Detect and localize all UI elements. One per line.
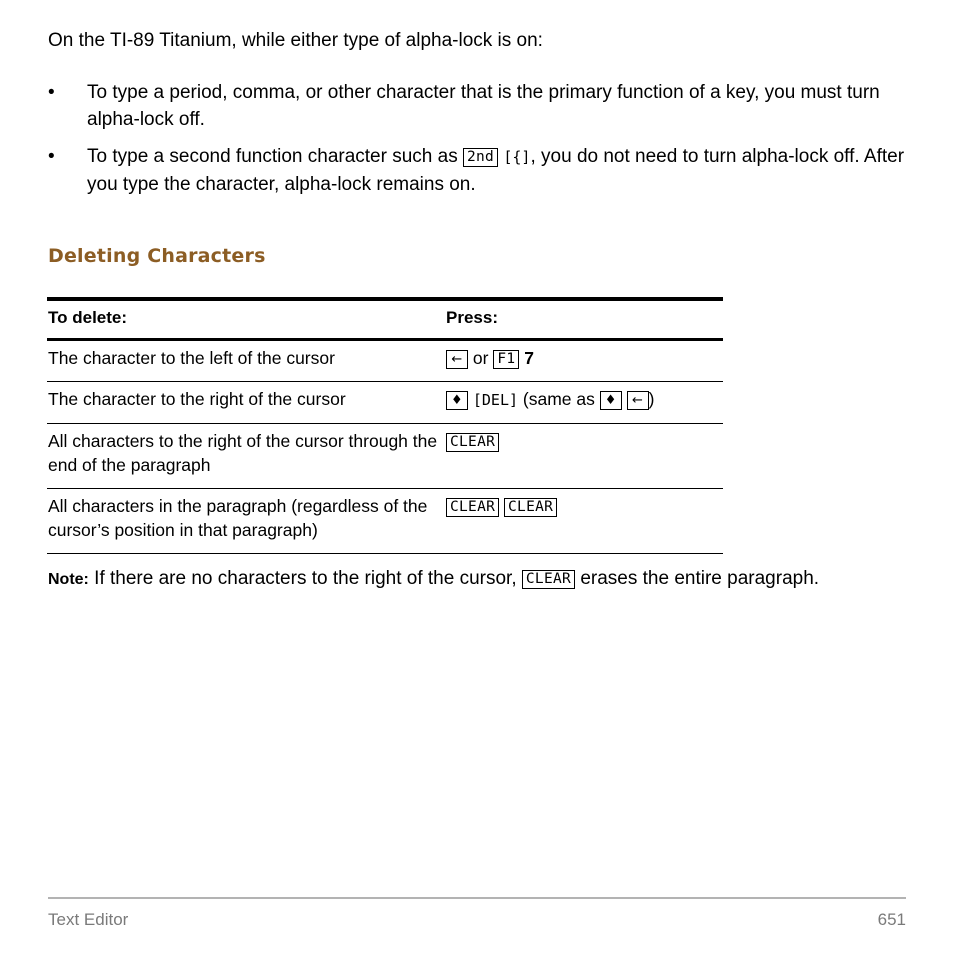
table-row [47, 340, 723, 382]
bullet-marker: • [48, 82, 55, 103]
row-keys [445, 340, 723, 382]
key-del: [DEL] [472, 391, 519, 409]
diamond-key-icon: ♦ [446, 391, 468, 410]
row-action: The character to the right of the cursor [47, 382, 445, 424]
key-clear: CLEAR [446, 498, 499, 517]
note-text-post: erases the entire paragraph. [580, 568, 820, 589]
row-action: All characters to the right of the cursor through the end of the paragraph [47, 424, 445, 489]
key-clear: CLEAR [504, 498, 557, 517]
note-text-pre: If there are no characters to the right of the cursor, [94, 568, 517, 589]
page-number: 651 [877, 910, 906, 929]
section-heading: Deleting Characters [48, 245, 266, 267]
bullet-marker: • [48, 146, 55, 167]
close-paren: ) [648, 389, 655, 409]
key-clear: CLEAR [446, 433, 499, 452]
bullet-text-pre: To type a second function character such as [87, 146, 463, 167]
table-row [47, 424, 723, 489]
row-keys [445, 489, 723, 554]
bullet-text [87, 143, 908, 198]
same-as-text: (same as [522, 389, 595, 409]
diamond-key-icon: ♦ [600, 391, 622, 410]
table-header-row [47, 299, 723, 340]
key-number: 7 [524, 348, 534, 368]
note-paragraph [48, 565, 908, 593]
key-clear: CLEAR [522, 570, 575, 589]
table-row [47, 489, 723, 554]
col-header-press: Press: [445, 299, 723, 340]
row-action: The character to the left of the cursor [47, 340, 445, 382]
note-label: Note: [48, 571, 89, 588]
backspace-key-icon: ← [446, 350, 468, 369]
key-2nd: 2nd [463, 148, 498, 167]
bullet-text: To type a period, comma, or other character that is the primary function of a key, you must turn alpha-lock off. [87, 82, 880, 130]
col-header-to-delete: To delete: [47, 299, 445, 340]
footer-section-title: Text Editor [48, 910, 129, 929]
bullet-text-post: , you do not need to turn alpha-lock off. After you type the character, alpha-lock remains on. [87, 146, 905, 195]
row-keys [445, 424, 723, 489]
backspace-key-icon: ← [627, 391, 649, 410]
row-keys [445, 382, 723, 424]
table-row [47, 382, 723, 424]
delete-keys-table [47, 297, 723, 554]
row-action: All characters in the paragraph (regardless of the cursor’s position in that paragraph) [47, 489, 445, 554]
footer-rule [48, 897, 906, 899]
key-bracket: [{] [503, 148, 531, 166]
key-f1: F1 [493, 350, 519, 369]
intro-text: On the TI-89 Titanium, while either type of alpha-lock is on: [48, 30, 543, 51]
or-text: or [472, 348, 489, 368]
